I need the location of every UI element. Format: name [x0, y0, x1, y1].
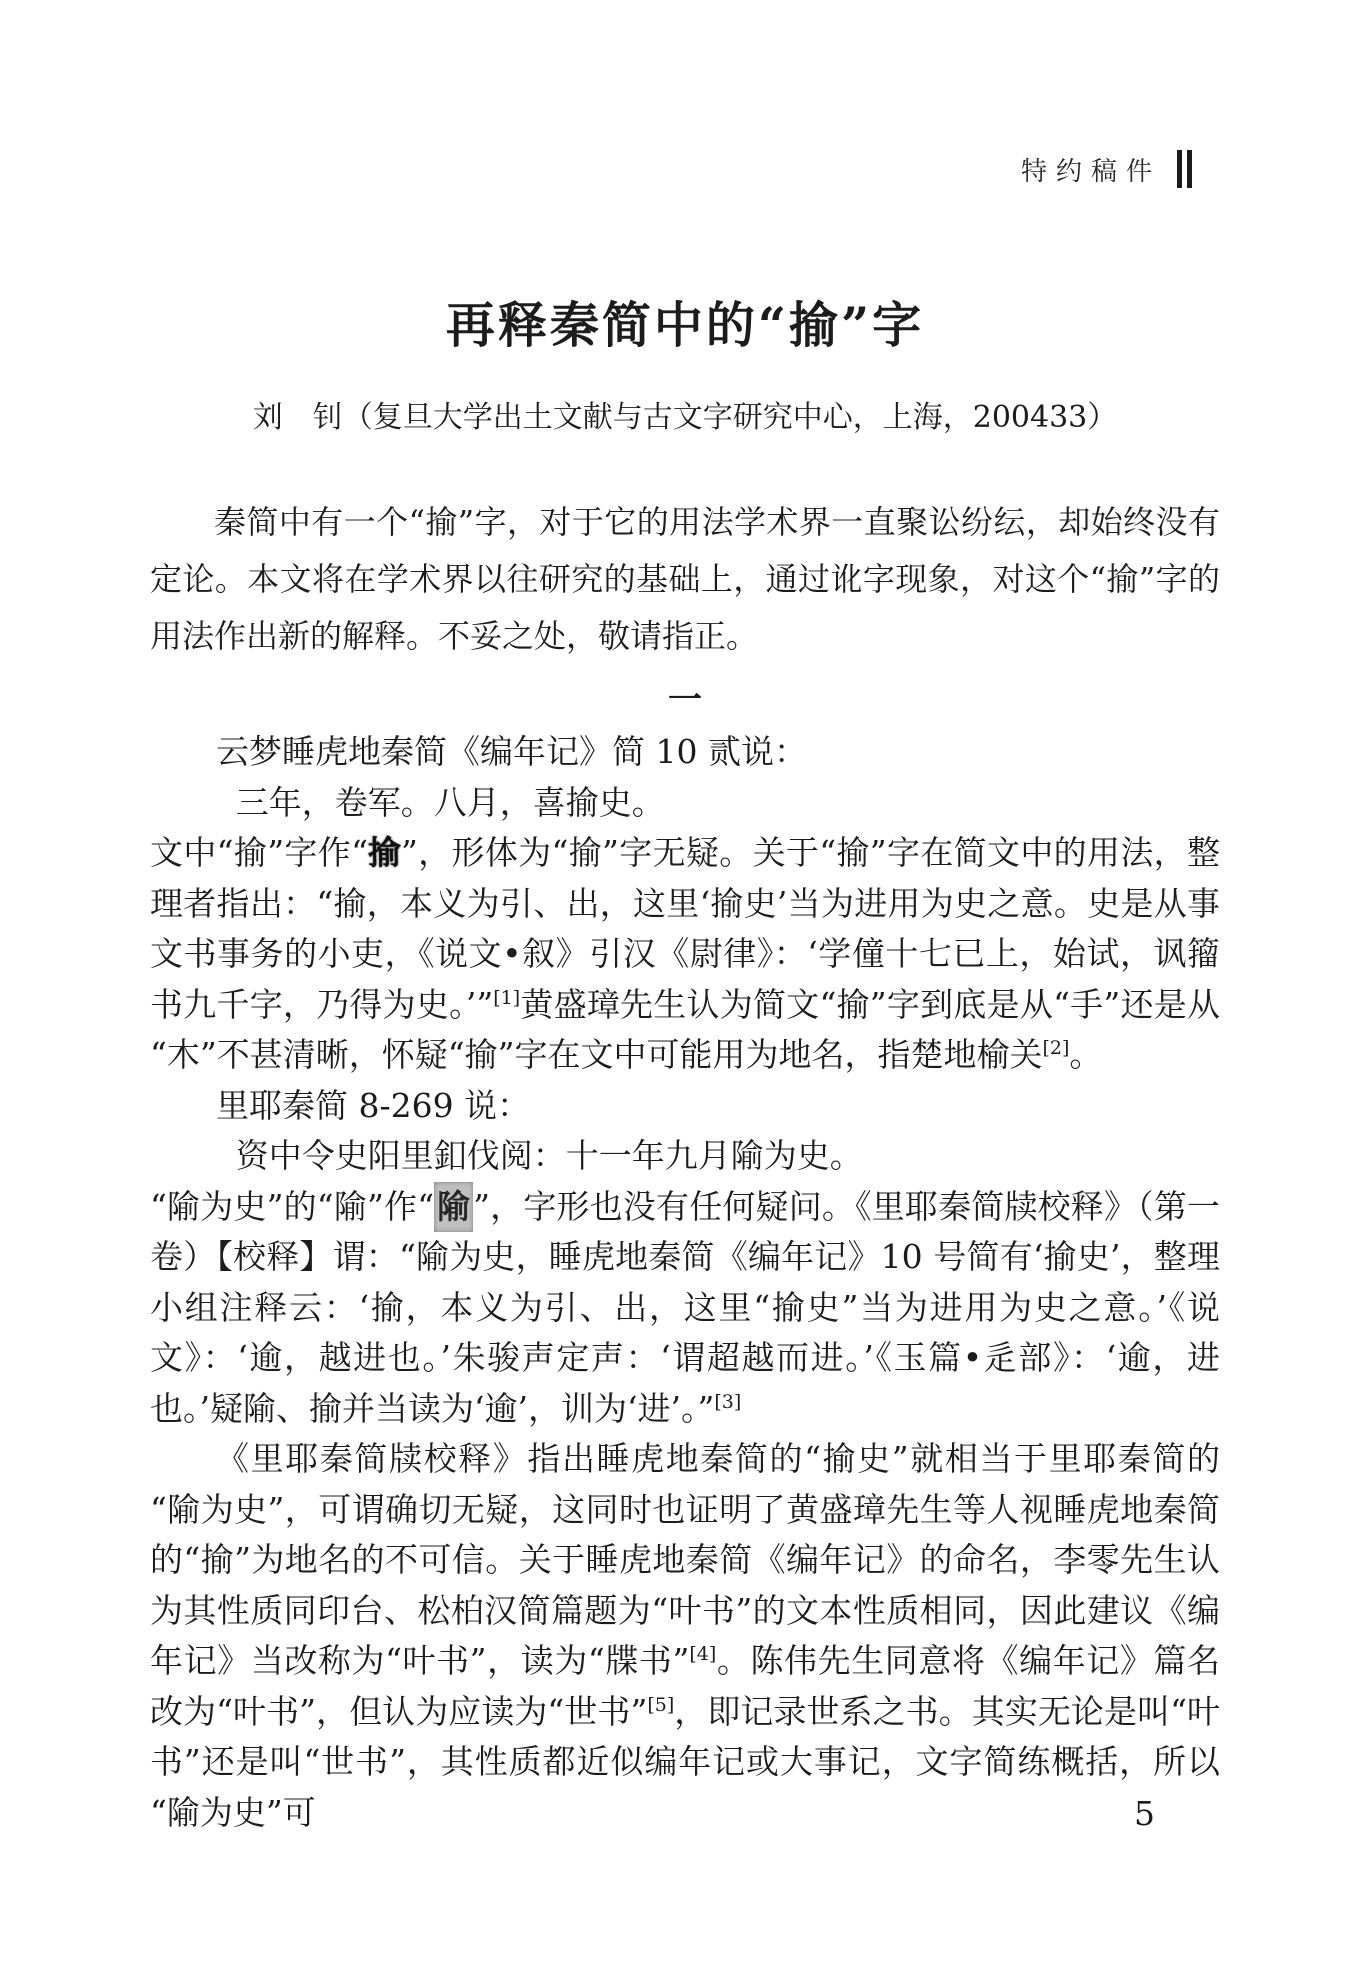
- article-body: [150, 727, 1220, 1838]
- text-run: ，即记录世系之书。其实无论是叫“叶书”还是叫“世书”，其性质都近似编年记或大事记，文字简练概括，所以“隃为史”可: [150, 1691, 1221, 1832]
- slip-glyph-image: 揄: [367, 832, 402, 873]
- paragraph: 云梦睡虎地秦简《编年记》简 10 贰说：: [216, 732, 807, 771]
- footnote-marker: [3]: [714, 1390, 742, 1413]
- paragraph: [150, 1434, 1220, 1838]
- section-heading: 一: [668, 680, 702, 720]
- article-title: 再释秦简中的“揄”字: [445, 296, 925, 354]
- quote-line: 资中令史阳里釦伐阅：十一年九月隃为史。: [235, 1136, 863, 1175]
- footnote-marker: [1]: [493, 986, 521, 1009]
- text-run: 《里耶秦简牍校释》指出睡虎地秦简的“揄史”就相当于里耶秦简的“隃为史”，可谓确切无疑，这同时也证明了黄盛璋先生等人视睡虎地秦简的“揄”为地名的不可信。关于睡虎地秦简《编年记》的命名，李零先生认为其性质同印台、松柏汉简篇题为“叶书”的文本性质相同，因此建议《编年记》当改称为“叶书”，读为“牒书”: [150, 1439, 1220, 1680]
- text-run: “隃为史”的“隃”作“: [150, 1186, 435, 1226]
- quote-line: 三年，卷军。八月，喜揄史。: [235, 782, 665, 822]
- text-run: ”，形体为“揄”字无疑。关于“揄”字在简文中的用法，整理者指出：“揄，本义为引、出，这里‘揄史’当为进用为史之意。史是从事文书事务的小吏，《说文•叙》引汉《尉律》：‘学僮十七已上，始试，讽籀书九千字，乃得为史。’”: [150, 833, 1220, 1024]
- text-run: 。: [1069, 1035, 1103, 1074]
- paragraph: [150, 1182, 1220, 1435]
- double-bar-icon: [1177, 150, 1192, 188]
- footnote-marker: [2]: [1042, 1037, 1070, 1059]
- text-run: 黄盛璋先生认为简文“揄”字到底是从“手”还是从“木”不甚清晰，怀疑“揄”字在文中可能用为地名，指楚地榆关: [150, 984, 1220, 1074]
- paragraph: 里耶秦简 8-269 说：: [216, 1085, 531, 1125]
- article: [150, 294, 1220, 1838]
- footnote-marker: [4]: [689, 1643, 717, 1665]
- text-run: ”，字形也没有任何疑问。《里耶秦简牍校释》（第一卷）【校释】谓：“隃为史，睡虎地秦简《编年记》10 号简有‘揄史’，整理小组注释云：‘揄，本义为引、出，这里“揄史”当为进用为史之意。’《说文》：‘逾，越进也。’朱骏声定声：‘谓超越而进。’《玉篇•辵部》：‘逾，进也。’疑隃、揄并当读为‘逾’，训为‘进’。”: [150, 1186, 1220, 1428]
- text-run: 。陈伟先生同意将《编年记》篇名改为“叶书”，但认为应读为“世书”: [150, 1641, 1221, 1731]
- abstract-paragraph: 秦简中有一个“揄”字，对于它的用法学术界一直聚讼纷纭，却始终没有定论。本文将在学术界以往研究的基础上，通过讹字现象，对这个“揄”字的用法作出新的解释。不妥之处，敬请指正。: [150, 503, 1220, 655]
- footnote-marker: [5]: [647, 1693, 675, 1716]
- slip-glyph-image: 隃: [434, 1182, 473, 1233]
- paragraph: [150, 828, 1220, 1081]
- running-header: [1021, 150, 1192, 188]
- page-number: 5: [1134, 1794, 1155, 1833]
- running-header-label: 特约稿件: [1020, 156, 1161, 187]
- author-line: 刘 钊（复旦大学出土文献与古文字研究中心，上海，200433）: [252, 400, 1118, 435]
- text-run: 文中“揄”字作“: [150, 833, 368, 872]
